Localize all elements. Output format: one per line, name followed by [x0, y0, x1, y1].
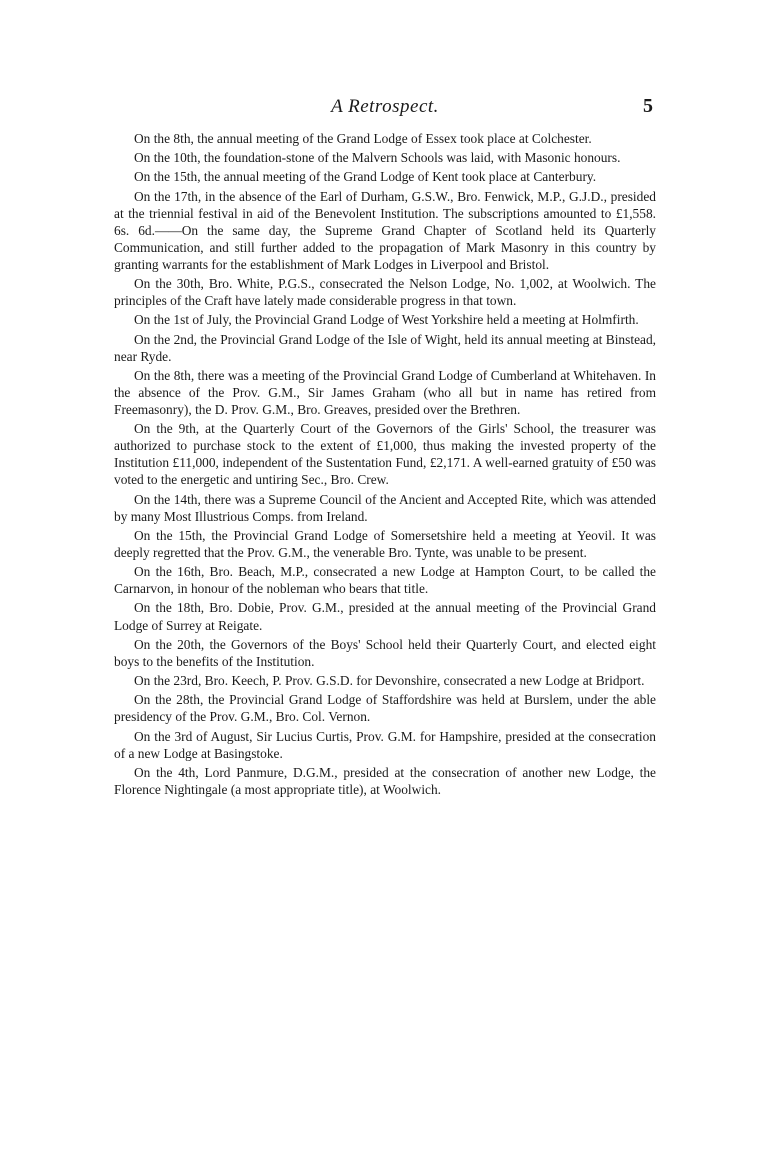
paragraph-isle-of-wight: On the 2nd, the Provincial Grand Lodge of the Isle of Wight, held its annual meeting at Binstead, near Ryde.	[114, 331, 656, 364]
paragraph-surrey: On the 18th, Bro. Dobie, Prov. G.M., presided at the annual meeting of the Provincial Grand Lodge of Surrey at Reigate.	[114, 600, 656, 633]
paragraph-kent: On the 15th, the annual meeting of the Grand Lodge of Kent took place at Canterbury.	[134, 169, 597, 185]
paragraph-malvern: On the 10th, the foundation-stone of the Malvern Schools was laid, with Masonic honours.	[134, 150, 621, 166]
page-number: 5	[643, 95, 653, 117]
paragraph-benevolent-festival: On the 17th, in the absence of the Earl of Durham, G.S.W., Bro. Fenwick, M.P., G.J.D., presided at the triennial festival in aid of the Benevolent Institution. The subscriptions amounted to £1,558. 6s. 6d.——On the same day, the Supreme Grand Chapter of Scotland held its Quarterly Communication, and still further added to the propagation of Mark Masonry in this country by granting warrants for the establishment of Mark Lodges in Liverpool and Bristol.	[114, 188, 656, 272]
paragraph-boys-school: On the 20th, the Governors of the Boys' School held their Quarterly Court, and elected eight boys to the benefits of the Institution.	[114, 636, 656, 669]
running-title: A Retrospect.	[331, 96, 439, 117]
paragraph-somersetshire: On the 15th, the Provincial Grand Lodge of Somersetshire held a meeting at Yeovil. It was deeply regretted that the Prov. G.M., the venerable Bro. Tynte, was unable to be present.	[114, 527, 656, 560]
paragraph-staffordshire: On the 28th, the Provincial Grand Lodge of Staffordshire was held at Burslem, under the able presidency of the Prov. G.M., Bro. Col. Vernon.	[114, 692, 656, 725]
paragraph-supreme-council: On the 14th, there was a Supreme Council of the Ancient and Accepted Rite, which was attended by many Most Illustrious Comps. from Ireland.	[114, 491, 656, 524]
paragraph-cumberland: On the 8th, there was a meeting of the Provincial Grand Lodge of Cumberland at Whitehaven. In the absence of the Prov. G.M., Sir James Graham (who all but in name has retired from Freemasonry), the D. Prov. G.M., Bro. Greaves, presided over the Brethren.	[114, 367, 656, 418]
paragraph-nelson-lodge: On the 30th, Bro. White, P.G.S., consecrated the Nelson Lodge, No. 1,002, at Woolwich. The principles of the Craft have lately made considerable progress in that town.	[114, 276, 656, 309]
paragraph-essex: On the 8th, the annual meeting of the Grand Lodge of Essex took place at Colchester.	[134, 131, 592, 146]
paragraph-bridport: On the 23rd, Bro. Keech, P. Prov. G.S.D. for Devonshire, consecrated a new Lodge at Bridport.	[134, 673, 645, 689]
body-text	[114, 130, 656, 800]
paragraph-florence-nightingale: On the 4th, Lord Panmure, D.G.M., presided at the consecration of another new Lodge, the Florence Nightingale (a most appropriate title), at Woolwich.	[114, 764, 656, 797]
paragraph-girls-school: On the 9th, at the Quarterly Court of the Governors of the Girls' School, the treasurer was authorized to purchase stock to the extent of £1,000, thus making the invested property of the Institution £11,000, independent of the Sustentation Fund, £2,171. A well-earned gratuity of £50 was voted to the energetic and untiring Sec., Bro. Crew.	[114, 421, 656, 488]
paragraph-basingstoke: On the 3rd of August, Sir Lucius Curtis, Prov. G.M. for Hampshire, presided at the consecration of a new Lodge at Basingstoke.	[114, 728, 656, 761]
running-header	[115, 96, 655, 122]
paragraph-west-yorkshire: On the 1st of July, the Provincial Grand Lodge of West Yorkshire held a meeting at Holmfirth.	[134, 312, 639, 328]
paragraph-hampton-court: On the 16th, Bro. Beach, M.P., consecrated a new Lodge at Hampton Court, to be called the Carnarvon, in honour of the nobleman who bears that title.	[114, 564, 656, 597]
